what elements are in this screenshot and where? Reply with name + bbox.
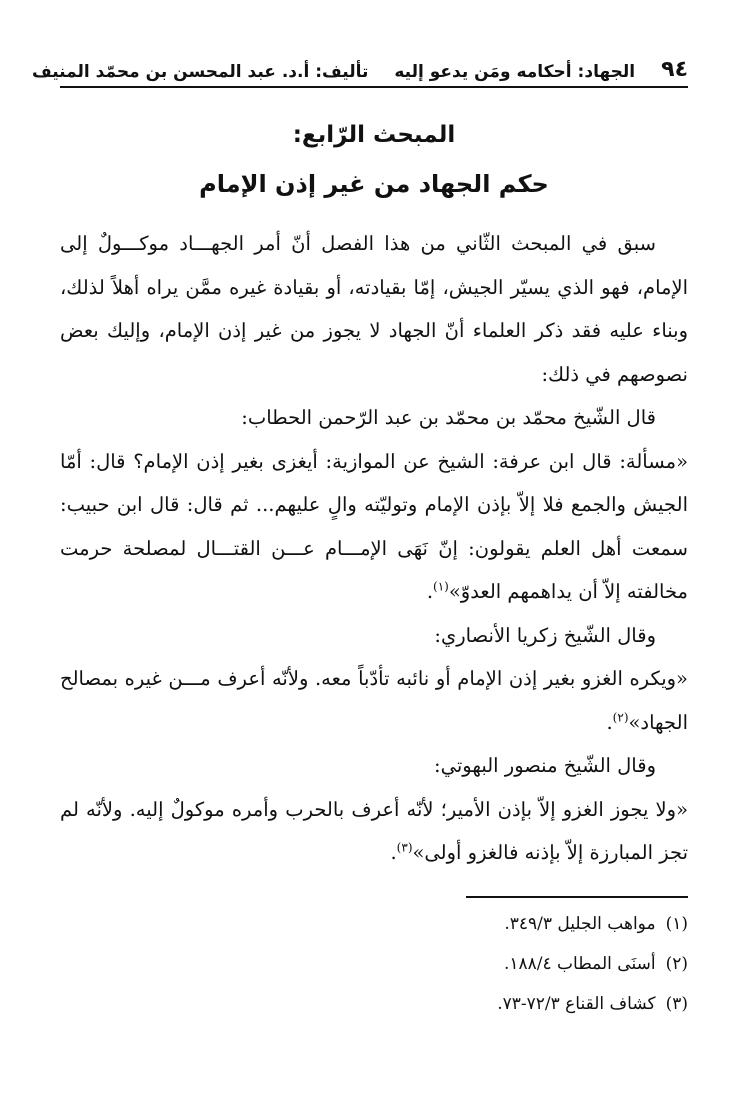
footnote-separator xyxy=(466,896,688,898)
intro-paragraph: سبق في المبحث الثّاني من هذا الفصل أنّ أمر الجهـــاد موكـــولٌ إلى الإمام، فهو الذي يسيّر الجيش، إمّا بقيادته، أو بقيادة غيره ممَّن يراه أهلاً لذلك، وبناء عليه فقد ذكر العلماء أنّ الجهاد لا يجوز من غير إذن الإمام، وإليك بعض نصوصهم في ذلك: xyxy=(60,232,688,386)
quote-ansari-text: «ويكره الغزو بغير إذن الإمام أو نائبه تأدّباً معه. ولأنّه أعرف مـــن غيره بمصالح الجهاد» xyxy=(60,667,688,734)
footnote-number: (١) xyxy=(665,914,688,934)
end-mark: . xyxy=(426,580,434,603)
page-number: ٩٤ xyxy=(661,57,688,82)
section-title: حكم الجهاد من غير إذن الإمام xyxy=(199,170,549,198)
footnote-item xyxy=(60,944,688,984)
footnote-number: (٣) xyxy=(665,994,688,1014)
quote-buhuti-text: «ولا يجوز الغزو إلاّ بإذن الأمير؛ لأنّه أعرف بالحرب وأمره موكولٌ إليه. ولأنّه لم تجز المبارزة إلاّ بإذنه فالغزو أولى» xyxy=(60,797,688,864)
end-mark: . xyxy=(606,710,613,734)
body-text xyxy=(60,222,688,875)
footnote-text: كشاف القناع ٧٢/٣-٧٣. xyxy=(497,994,656,1014)
author-line: تأليف: أ.د. عبد المحسن بن محمّد المنيف xyxy=(32,62,369,82)
running-header xyxy=(32,50,688,88)
quote-ansari xyxy=(60,657,688,744)
footnote-number: (٢) xyxy=(665,954,688,974)
quote-hattab xyxy=(60,440,688,614)
attribution-hattab: قال الشّيخ محمّد بن محمّد بن عبد الرّحمن الحطاب: xyxy=(241,406,656,429)
footnotes xyxy=(60,904,688,1024)
footnote-text: مواهب الجليل ٣٤٩/٣. xyxy=(504,914,656,934)
footnote-ref-3: (٣) xyxy=(396,840,413,855)
attribution-buhuti: وقال الشّيخ منصور البهوتي: xyxy=(434,754,656,777)
section-label: المبحث الرّابع: xyxy=(292,122,456,148)
footnote-text: أسنَى المطاب ١٨٨/٤. xyxy=(503,954,656,974)
attribution-ansari: وقال الشّيخ زكريا الأنصاري: xyxy=(434,623,656,647)
quote-hattab-text: «مسألة: قال ابن عرفة: الشيخ عن الموازية: أيغزى بغير إذن الإمام؟ قال: أمّا الجيش والجمع فلا إلاّ بإذن الإمام وتوليّته والٍ عليهم... ثم قال: قال ابن حبيب: سمعت أهل العلم يقولون: إنّ نَهَى الإمـــام عـــن القتـــال لمصلحة حرمت مخالفته إلاّ أن يداهمهم العدوّ» xyxy=(60,449,688,603)
book-title: الجهاد: أحكامه ومَن يدعو إليه xyxy=(394,62,636,82)
footnote-ref-2: (٢) xyxy=(612,710,629,724)
quote-buhuti xyxy=(60,788,688,875)
end-mark: . xyxy=(390,841,397,864)
footnote-item xyxy=(60,984,688,1024)
footnote-ref-1: (١) xyxy=(433,579,449,594)
footnote-item xyxy=(60,904,688,944)
